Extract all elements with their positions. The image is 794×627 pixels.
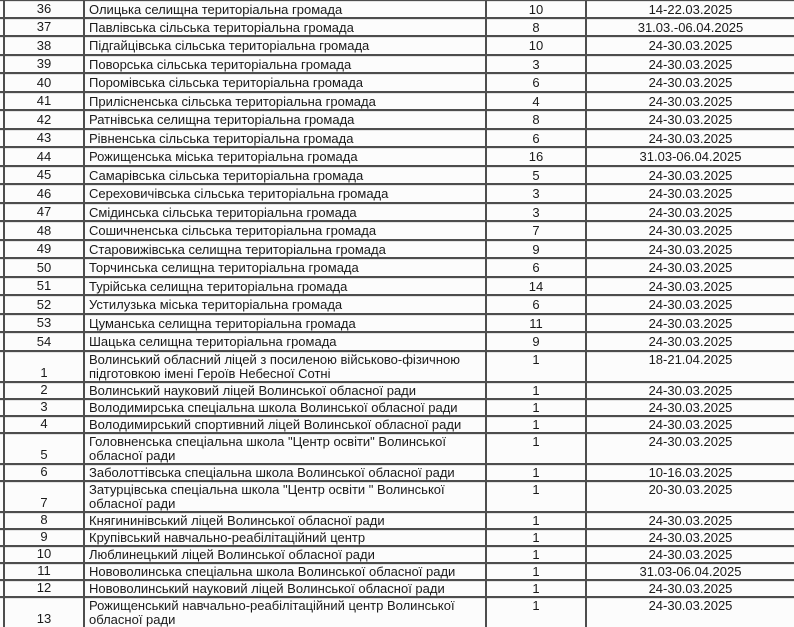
institution-name-cell: Нововолинський науковий ліцей Волинської обласної ради — [85, 581, 487, 596]
row-number-cell: 40 — [3, 74, 85, 91]
row-number-cell: 41 — [3, 93, 85, 110]
institution-name-cell: Володимирський спортивний ліцей Волинської обласної ради — [85, 417, 487, 432]
date-range-cell: 24-30.03.2025 — [648, 260, 733, 275]
institution-name-cell: Заболоттівська спеціальна школа Волинської обласної ради — [85, 465, 487, 480]
table-row — [0, 564, 794, 581]
table-row — [0, 513, 794, 530]
date-range-cell: 24-30.03.2025 — [648, 334, 733, 349]
events-count-cell: 1 — [487, 581, 587, 596]
events-count-cell: 1 — [487, 383, 587, 398]
date-range-cell: 24-30.03.2025 — [648, 297, 733, 312]
table-row — [0, 417, 794, 434]
institution-name-cell: Волинський обласний ліцей з посиленою військово-фізичною підготовкою імені Героїв Небесної Сотні — [85, 352, 487, 381]
date-range-cell: 10-16.03.2025 — [648, 464, 733, 480]
institution-name-cell: Олицька селищна територіальна громада — [85, 1, 487, 17]
events-count-cell: 1 — [487, 417, 587, 432]
date-range-cell: 24-30.03.2025 — [648, 186, 733, 201]
table-row — [0, 352, 794, 383]
date-range-cell: 24-30.03.2025 — [648, 56, 733, 72]
row-number-cell: 36 — [3, 1, 85, 17]
row-number-cell: 39 — [3, 56, 85, 73]
events-count-cell: 5 — [487, 167, 587, 184]
events-count-cell: 10 — [487, 1, 587, 17]
table-row — [0, 530, 794, 547]
events-count-cell: 9 — [487, 333, 587, 350]
row-number-cell: 6 — [3, 465, 85, 480]
row-number-cell: 49 — [3, 241, 85, 258]
institution-name-cell: Сошичненська сільська територіальна громада — [85, 222, 487, 239]
table-row — [0, 37, 794, 56]
events-count-cell: 1 — [487, 564, 587, 579]
table-row — [0, 465, 794, 482]
date-range-cell: 24-30.03.2025 — [648, 241, 733, 257]
row-number-cell: 45 — [3, 167, 85, 184]
events-count-cell: 4 — [487, 93, 587, 110]
date-range-cell: 24-30.03.2025 — [648, 93, 733, 109]
table-row — [0, 19, 794, 38]
date-range-cell: 24-30.03.2025 — [648, 433, 733, 449]
row-number-cell: 54 — [3, 333, 85, 350]
date-range-cell: 31.03.-06.04.2025 — [637, 19, 744, 35]
row-number-cell: 46 — [3, 185, 85, 202]
institution-name-cell: Волинський науковий ліцей Волинської обласної ради — [85, 383, 487, 398]
events-count-cell: 1 — [487, 465, 587, 480]
table-row — [0, 74, 794, 93]
row-number-cell: 1 — [3, 352, 85, 381]
institution-name-cell: Турійська селищна територіальна громада — [85, 278, 487, 295]
events-count-cell: 1 — [487, 400, 587, 415]
institution-name-cell: Старовижівська селищна територіальна громада — [85, 241, 487, 258]
institution-name-cell: Смідинська сільська територіальна громада — [85, 204, 487, 221]
date-range-cell: 24-30.03.2025 — [648, 416, 733, 432]
table-row — [0, 434, 794, 465]
row-number-cell: 51 — [3, 278, 85, 295]
date-range-cell: 24-30.03.2025 — [648, 223, 733, 238]
date-range-cell: 31.03-06.04.2025 — [639, 563, 742, 579]
row-number-cell: 47 — [3, 204, 85, 221]
row-number-cell: 10 — [3, 547, 85, 562]
table-row — [0, 383, 794, 400]
table-row — [0, 222, 794, 241]
table-row — [0, 581, 794, 598]
events-count-cell: 9 — [487, 241, 587, 258]
table-row — [0, 148, 794, 167]
table-row — [0, 482, 794, 513]
row-number-cell: 37 — [3, 19, 85, 36]
events-count-cell: 16 — [487, 148, 587, 165]
date-range-cell: 24-30.03.2025 — [648, 399, 733, 415]
row-number-cell: 38 — [3, 37, 85, 54]
events-count-cell: 1 — [487, 352, 587, 381]
institution-name-cell: Головненська спеціальна школа "Центр освіти" Волинської обласної ради — [85, 434, 487, 463]
institution-name-cell: Устилузька міська територіальна громада — [85, 296, 487, 313]
date-range-cell: 20-30.03.2025 — [648, 481, 733, 497]
institution-name-cell: Рожищенський навчально-реабілітаційний центр Волинської обласної ради — [85, 598, 487, 627]
table-row — [0, 0, 794, 19]
events-count-cell: 3 — [487, 56, 587, 73]
row-number-cell: 12 — [3, 581, 85, 596]
table-row — [0, 56, 794, 75]
row-number-cell: 5 — [3, 434, 85, 463]
row-number-cell: 44 — [3, 148, 85, 165]
date-range-cell: 24-30.03.2025 — [648, 529, 733, 545]
table-row — [0, 111, 794, 130]
events-count-cell: 8 — [487, 111, 587, 128]
institution-name-cell: Підгайцівська сільська територіальна громада — [85, 37, 487, 54]
date-range-cell: 24-30.03.2025 — [648, 167, 733, 183]
table-row — [0, 241, 794, 260]
institution-name-cell: Павлівська сільська територіальна громада — [85, 19, 487, 36]
events-count-cell: 6 — [487, 130, 587, 147]
row-number-cell: 53 — [3, 315, 85, 332]
events-count-cell: 3 — [487, 185, 587, 202]
date-range-cell: 24-30.03.2025 — [648, 382, 733, 398]
institution-name-cell: Сереховичівська сільська територіальна громада — [85, 185, 487, 202]
date-range-cell: 24-30.03.2025 — [648, 38, 733, 53]
row-number-cell: 48 — [3, 222, 85, 239]
row-number-cell: 11 — [3, 564, 85, 579]
date-range-cell: 24-30.03.2025 — [648, 204, 733, 220]
date-range-cell: 24-30.03.2025 — [648, 315, 733, 331]
date-range-cell: 24-30.03.2025 — [648, 580, 733, 596]
table-row — [0, 130, 794, 149]
events-count-cell: 6 — [487, 296, 587, 313]
events-count-cell: 1 — [487, 482, 587, 511]
table-row — [0, 333, 794, 352]
events-count-cell: 14 — [487, 278, 587, 295]
table-row — [0, 315, 794, 334]
events-count-cell: 11 — [487, 315, 587, 332]
table-row — [0, 296, 794, 315]
institution-name-cell: Торчинська селищна територіальна громада — [85, 259, 487, 276]
institution-name-cell: Княгининівський ліцей Волинської обласної ради — [85, 513, 487, 528]
date-range-cell: 24-30.03.2025 — [648, 278, 733, 294]
events-count-cell: 8 — [487, 19, 587, 36]
row-number-cell: 2 — [3, 383, 85, 398]
institution-name-cell: Нововолинська спеціальна школа Волинської обласної ради — [85, 564, 487, 579]
date-range-cell: 14-22.03.2025 — [648, 2, 733, 17]
institution-name-cell: Володимирська спеціальна школа Волинської обласної ради — [85, 400, 487, 415]
events-count-cell: 6 — [487, 259, 587, 276]
events-count-cell: 1 — [487, 434, 587, 463]
date-range-cell: 24-30.03.2025 — [648, 112, 733, 127]
institution-name-cell: Шацька селищна територіальна громада — [85, 333, 487, 350]
row-number-cell: 4 — [3, 417, 85, 432]
institution-name-cell: Поворська сільська територіальна громада — [85, 56, 487, 73]
events-count-cell: 1 — [487, 547, 587, 562]
events-count-cell: 6 — [487, 74, 587, 91]
institution-name-cell: Прилісненська сільська територіальна громада — [85, 93, 487, 110]
row-number-cell: 7 — [3, 482, 85, 511]
row-number-cell: 3 — [3, 400, 85, 415]
date-range-cell: 24-30.03.2025 — [648, 75, 733, 90]
date-range-cell: 24-30.03.2025 — [648, 597, 733, 613]
events-count-cell: 1 — [487, 598, 587, 627]
institution-name-cell: Поромівська сільська територіальна громада — [85, 74, 487, 91]
row-number-cell: 50 — [3, 259, 85, 276]
events-count-cell: 1 — [487, 513, 587, 528]
date-range-cell: 31.03-06.04.2025 — [639, 149, 742, 164]
table-row — [0, 167, 794, 186]
institution-name-cell: Рожищенська міська територіальна громада — [85, 148, 487, 165]
events-count-cell: 7 — [487, 222, 587, 239]
institution-name-cell: Ратнівська селищна територіальна громада — [85, 111, 487, 128]
events-count-cell: 1 — [487, 530, 587, 545]
date-range-cell: 24-30.03.2025 — [648, 130, 733, 146]
row-number-cell: 52 — [3, 296, 85, 313]
institution-name-cell: Самарівська сільська територіальна громада — [85, 167, 487, 184]
events-count-cell: 3 — [487, 204, 587, 221]
date-range-cell: 24-30.03.2025 — [648, 512, 733, 528]
row-number-cell: 42 — [3, 111, 85, 128]
oblast-institutions-section — [0, 352, 794, 627]
table-row — [0, 547, 794, 564]
row-number-cell: 13 — [3, 598, 85, 627]
institution-name-cell: Цуманська селищна територіальна громада — [85, 315, 487, 332]
table-row — [0, 259, 794, 278]
table-row — [0, 93, 794, 112]
table-row — [0, 598, 794, 627]
institution-name-cell: Затурцівська спеціальна школа "Центр освіти " Волинської обласної ради — [85, 482, 487, 511]
institution-name-cell: Люблинецький ліцей Волинської обласної ради — [85, 547, 487, 562]
table-row — [0, 400, 794, 417]
date-range-cell: 18-21.04.2025 — [648, 351, 733, 367]
row-number-cell: 8 — [3, 513, 85, 528]
institution-name-cell: Крупівський навчально-реабілітаційний центр — [85, 530, 487, 545]
institution-name-cell: Рівненська сільська територіальна громада — [85, 130, 487, 147]
row-number-cell: 9 — [3, 530, 85, 545]
row-number-cell: 43 — [3, 130, 85, 147]
date-range-cell: 24-30.03.2025 — [648, 546, 733, 562]
table-row — [0, 185, 794, 204]
table-row — [0, 204, 794, 223]
table-row — [0, 278, 794, 297]
events-count-cell: 10 — [487, 37, 587, 54]
